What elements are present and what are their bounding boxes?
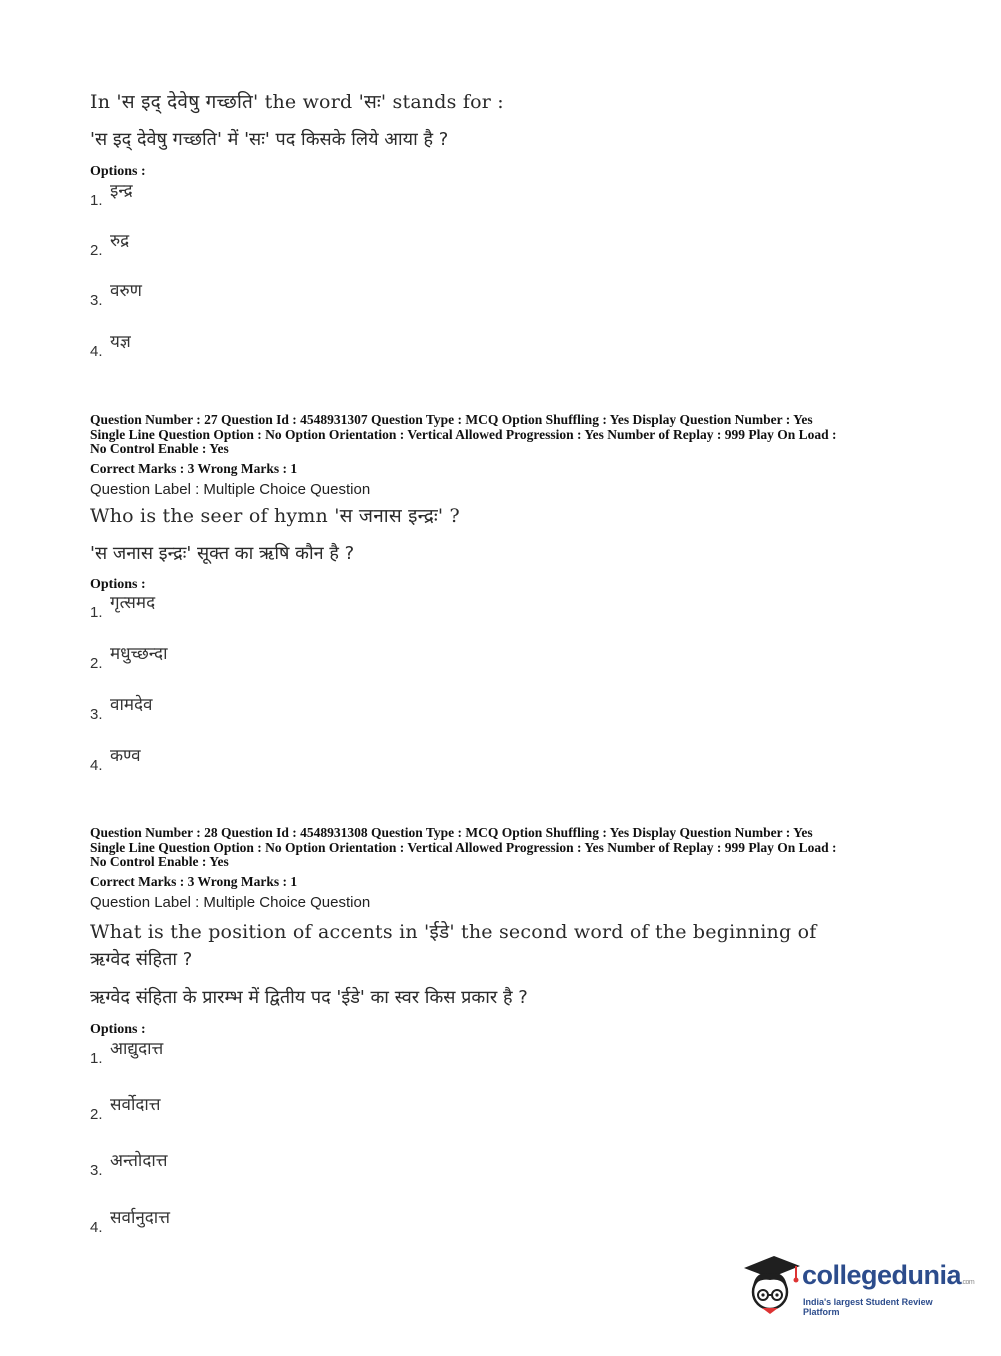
option-text: कण्व: [110, 746, 141, 766]
q27-option-1[interactable]: [90, 593, 156, 621]
q27-question-label: Question Label : Multiple Choice Question: [90, 481, 371, 498]
q27-text-hi: 'स जनास इन्द्रः' सूक्त का ऋषि कौन है ?: [90, 543, 355, 564]
option-number: 3.: [90, 292, 103, 309]
q26-text-hi: 'स इद् देवेषु गच्छति' में 'सः' पद किसके लिये आया है ?: [90, 129, 449, 150]
q27-marks: Correct Marks : 3 Wrong Marks : 1: [90, 461, 298, 476]
option-number: 3.: [90, 706, 103, 723]
option-text: मधुच्छन्दा: [110, 644, 168, 664]
q27-meta: [90, 413, 920, 457]
option-number: 2.: [90, 655, 103, 672]
option-text: रुद्र: [110, 231, 130, 251]
q28-meta-line-2: Single Line Question Option : No Option Orientation : Vertical Allowed Progression : Yes Number of Replay : 999 Play On Load :: [90, 839, 837, 855]
option-text: अन्तोदात्त: [110, 1151, 168, 1171]
q26-option-3[interactable]: [90, 281, 142, 309]
q28-meta: [90, 826, 920, 870]
option-number: 1.: [90, 1050, 103, 1067]
mascot-icon: [740, 1250, 802, 1314]
option-text: यज्ञ: [110, 332, 131, 352]
logo-dotcom: .com: [961, 1279, 975, 1286]
q28-meta-line-1: Question Number : 28 Question Id : 4548931308 Question Type : MCQ Option Shuffling : Yes Display Question Number : Yes: [90, 825, 813, 840]
option-number: 3.: [90, 1162, 103, 1179]
q27-option-4[interactable]: [90, 746, 141, 774]
q28-option-3[interactable]: [90, 1151, 168, 1179]
q28-meta-line-3: No Control Enable : Yes: [90, 854, 229, 869]
option-text: वामदेव: [110, 695, 153, 715]
q27-option-2[interactable]: [90, 644, 168, 672]
q28-text-en-line-2: ऋग्वेद संहिता ?: [90, 949, 193, 970]
q27-meta-line-3: No Control Enable : Yes: [90, 441, 229, 456]
option-number: 4.: [90, 757, 103, 774]
collegedunia-logo[interactable]: [740, 1250, 975, 1320]
option-text: सर्वानुदात्त: [110, 1208, 170, 1228]
q28-text-hi: ऋग्वेद संहिता के प्रारम्भ में द्वितीय पद 'ईडे' का स्वर किस प्रकार है ?: [90, 987, 528, 1008]
logo-tagline: India's largest Student Review Platform: [803, 1297, 933, 1317]
option-text: इन्द्र: [110, 181, 133, 201]
q26-option-4[interactable]: [90, 332, 131, 360]
q26-option-2[interactable]: [90, 231, 130, 259]
q28-text-en-line-1: What is the position of accents in 'ईडे' the second word of the beginning of: [90, 921, 817, 943]
logo-wordmark: collegedunia: [802, 1260, 962, 1290]
q26-option-1[interactable]: [90, 181, 133, 209]
q26-options-label: Options :: [90, 164, 146, 179]
option-number: 4.: [90, 1219, 103, 1236]
option-number: 2.: [90, 1106, 103, 1123]
option-text: वरुण: [110, 281, 142, 301]
q26-text-en: In 'स इद् देवेषु गच्छति' the word 'सः' stands for :: [90, 91, 504, 113]
option-number: 2.: [90, 242, 103, 259]
q28-question-label: Question Label : Multiple Choice Question: [90, 894, 371, 911]
q27-option-3[interactable]: [90, 695, 153, 723]
q28-option-2[interactable]: [90, 1095, 161, 1123]
q27-meta-line-1: Question Number : 27 Question Id : 4548931307 Question Type : MCQ Option Shuffling : Yes Display Question Number : Yes: [90, 412, 813, 427]
q28-options-label: Options :: [90, 1022, 146, 1037]
option-text: सर्वोदात्त: [110, 1095, 161, 1115]
option-number: 1.: [90, 192, 103, 209]
q28-option-1[interactable]: [90, 1039, 164, 1067]
option-number: 1.: [90, 604, 103, 621]
option-text: आद्युदात्त: [110, 1039, 164, 1059]
q28-marks: Correct Marks : 3 Wrong Marks : 1: [90, 874, 298, 889]
q27-text-en: Who is the seer of hymn 'स जनास इन्द्रः' ?: [90, 505, 460, 527]
q27-options-label: Options :: [90, 577, 146, 592]
option-text: गृत्समद: [110, 593, 156, 613]
q27-meta-line-2: Single Line Question Option : No Option Orientation : Vertical Allowed Progression : Yes Number of Replay : 999 Play On Load :: [90, 426, 837, 442]
q28-option-4[interactable]: [90, 1208, 170, 1236]
option-number: 4.: [90, 343, 103, 360]
